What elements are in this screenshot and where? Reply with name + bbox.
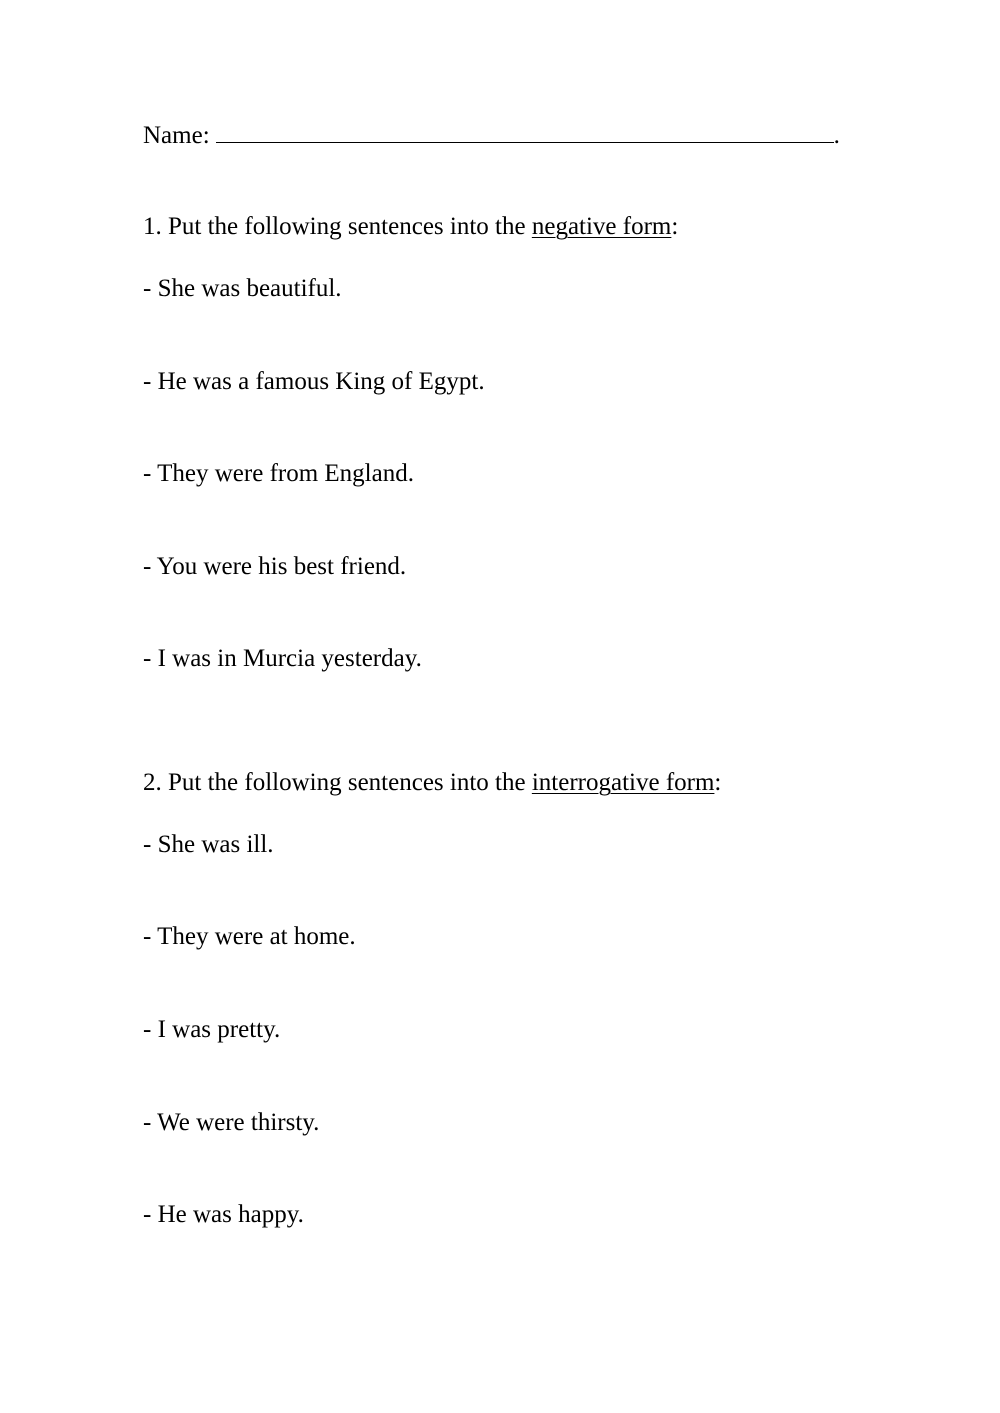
exercise-2-suffix: : [714, 769, 722, 796]
name-label: Name: [143, 122, 210, 149]
name-field[interactable] [216, 118, 834, 143]
exercise-2-keyword: interrogative form [531, 769, 715, 796]
exercise-1-prefix: 1. Put the following sentences into the [143, 213, 532, 240]
exercise-1-keyword: negative form [531, 213, 672, 240]
exercise-2-item: - He was happy. [143, 1201, 304, 1228]
exercise-1-item: - They were from England. [143, 460, 414, 487]
name-end-period: . [833, 122, 840, 149]
exercise-1-item: - I was in Murcia yesterday. [143, 645, 422, 672]
exercise-1-suffix: : [671, 213, 679, 240]
exercise-2-item: - She was ill. [143, 831, 274, 858]
exercise-1-item: - She was beautiful. [143, 275, 342, 302]
name-row [143, 118, 840, 151]
exercise-2-prefix: 2. Put the following sentences into the [143, 769, 532, 796]
exercise-2-item: - They were at home. [143, 923, 356, 950]
exercise-2-item: - We were thirsty. [143, 1109, 320, 1136]
exercise-2-instruction [143, 768, 721, 798]
exercise-1-instruction [143, 212, 678, 242]
exercise-1-item: - You were his best friend. [143, 553, 407, 580]
exercise-1-item: - He was a famous King of Egypt. [143, 368, 485, 395]
exercise-2-item: - I was pretty. [143, 1016, 281, 1043]
